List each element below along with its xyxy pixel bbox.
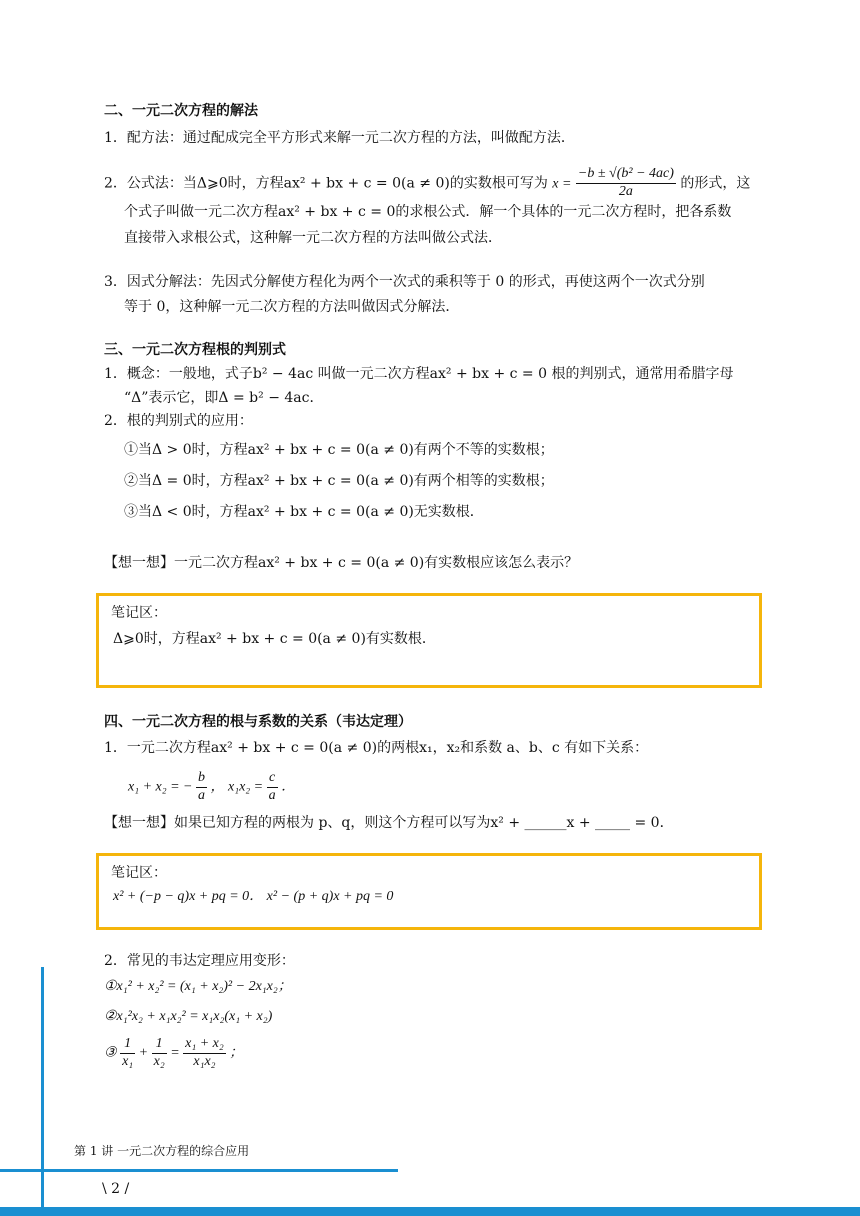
method-completing-square: 1．配方法：通过配成完全平方形式来解一元二次方程的方法，叫做配方法．	[104, 130, 575, 146]
fraction-numerator: x₁ + x₂	[183, 1036, 226, 1054]
vieta-variation-2: ②x₁²x₂ + x₁x₂² = x₁x₂(x₁ + x₂)	[104, 1009, 273, 1024]
method-formula-line3: 直接带入求根公式，这种解一元二次方程的方法叫做公式法．	[124, 230, 502, 246]
discriminant-concept-line2: “Δ”表示它，即Δ = b² − 4ac．	[124, 390, 324, 406]
margin-vertical-rule	[41, 967, 44, 1216]
method-formula-line1	[104, 166, 750, 201]
fraction-numerator: 1	[152, 1036, 167, 1054]
equals-sign: =	[170, 1045, 180, 1061]
notes-content: Δ⩾0时，方程ax² + bx + c = 0(a ≠ 0)有实数根．	[113, 631, 436, 647]
vieta-variations-title: 2．常见的韦达定理应用变形：	[104, 953, 295, 969]
formula-x: x =	[552, 176, 572, 192]
fraction-sum-over-product	[183, 1036, 226, 1071]
bottom-color-bar	[0, 1207, 860, 1216]
vieta-sum-lhs: x₁ + x₂ = −	[128, 779, 193, 795]
notes-content: x² + (−p − q)x + pq = 0． x² − (p + q)x + pq = 0	[113, 889, 394, 904]
discriminant-application: 2．根的判别式的应用：	[104, 413, 253, 429]
vieta-sum-numerator: b	[196, 770, 207, 788]
vieta-intro: 1．一元二次方程ax² + bx + c = 0(a ≠ 0)的两根x₁，x₂和系数 a、b、c 有如下关系：	[104, 740, 649, 756]
think-question-real-roots: 【想一想】一元二次方程ax² + bx + c = 0(a ≠ 0)有实数根应该怎么表示？	[104, 555, 579, 571]
notes-label: 笔记区：	[111, 605, 167, 621]
vieta-prod-denominator: a	[268, 787, 276, 803]
method-factoring-line2: 等于 0，这种解一元二次方程的方法叫做因式分解法．	[124, 299, 460, 315]
formula-suffix: 的形式，这	[680, 175, 751, 192]
notes-box-1	[96, 593, 762, 688]
quadratic-formula	[576, 166, 676, 201]
fraction-denominator: x₁	[122, 1053, 134, 1069]
think-question-construct-equation: 【想一想】如果已知方程的两根为 p、q，则这个方程可以写为x² + ______x + _____ = 0．	[104, 815, 674, 831]
section-title-vieta: 四、一元二次方程的根与系数的关系（韦达定理）	[104, 714, 412, 730]
fraction-one-over-x2	[152, 1036, 167, 1071]
vieta-sum-denominator: a	[198, 787, 206, 803]
fraction-denominator: x₂	[153, 1053, 165, 1069]
variation-3-end: ；	[229, 1045, 244, 1061]
vieta-sum-fraction	[196, 770, 207, 805]
formula-numerator: −b ± √(b² − 4ac)	[576, 166, 676, 184]
discriminant-concept-line1: 1．概念：一般地，式子b² − 4ac 叫做一元二次方程ax² + bx + c = 0 根的判别式，通常用希腊字母	[104, 366, 734, 382]
fraction-denominator: x₁x₂	[193, 1053, 216, 1069]
vieta-variation-1: ①x₁² + x₂² = (x₁ + x₂)² − 2x₁x₂；	[104, 979, 292, 994]
discriminant-case-negative: ③当Δ < 0时，方程ax² + bx + c = 0(a ≠ 0)无实数根．	[124, 504, 484, 520]
vieta-prod-lhs: ， x₁x₂ =	[210, 779, 264, 795]
formula-intro: 2．公式法：当Δ⩾0时，方程ax² + bx + c = 0(a ≠ 0)的实数根可写为	[104, 175, 548, 192]
notes-label: 笔记区：	[111, 865, 167, 881]
vieta-variation-3	[104, 1036, 243, 1071]
discriminant-case-zero: ②当Δ = 0时，方程ax² + bx + c = 0(a ≠ 0)有两个相等的实数根；	[124, 473, 554, 489]
variation-3-marker: ③	[104, 1045, 117, 1061]
notes-box-2	[96, 853, 762, 930]
method-factoring-line1: 3．因式分解法：先因式分解使方程化为两个一次式的乘积等于 0 的形式，再使这两个一次式分别	[104, 274, 705, 290]
plus-sign: +	[138, 1045, 149, 1061]
formula-denominator: 2a	[618, 183, 633, 199]
fraction-numerator: 1	[120, 1036, 135, 1054]
footer-lesson-title: 第 1 讲 一元二次方程的综合应用	[74, 1144, 250, 1158]
footer-horizontal-rule	[0, 1169, 398, 1172]
page-number: \ 2 /	[102, 1181, 130, 1197]
section-title-discriminant: 三、一元二次方程根的判别式	[104, 342, 286, 358]
discriminant-case-positive: ①当Δ > 0时，方程ax² + bx + c = 0(a ≠ 0)有两个不等的实数根；	[124, 442, 554, 458]
fraction-one-over-x1	[120, 1036, 135, 1071]
vieta-end: ．	[281, 779, 296, 795]
section-title-solutions: 二、一元二次方程的解法	[104, 103, 258, 119]
method-formula-line2: 个式子叫做一元二次方程ax² + bx + c = 0的求根公式．解一个具体的一元二次方程时，把各系数	[124, 204, 732, 220]
vieta-prod-fraction	[267, 770, 278, 805]
vieta-relations	[128, 770, 295, 805]
vieta-prod-numerator: c	[267, 770, 278, 788]
